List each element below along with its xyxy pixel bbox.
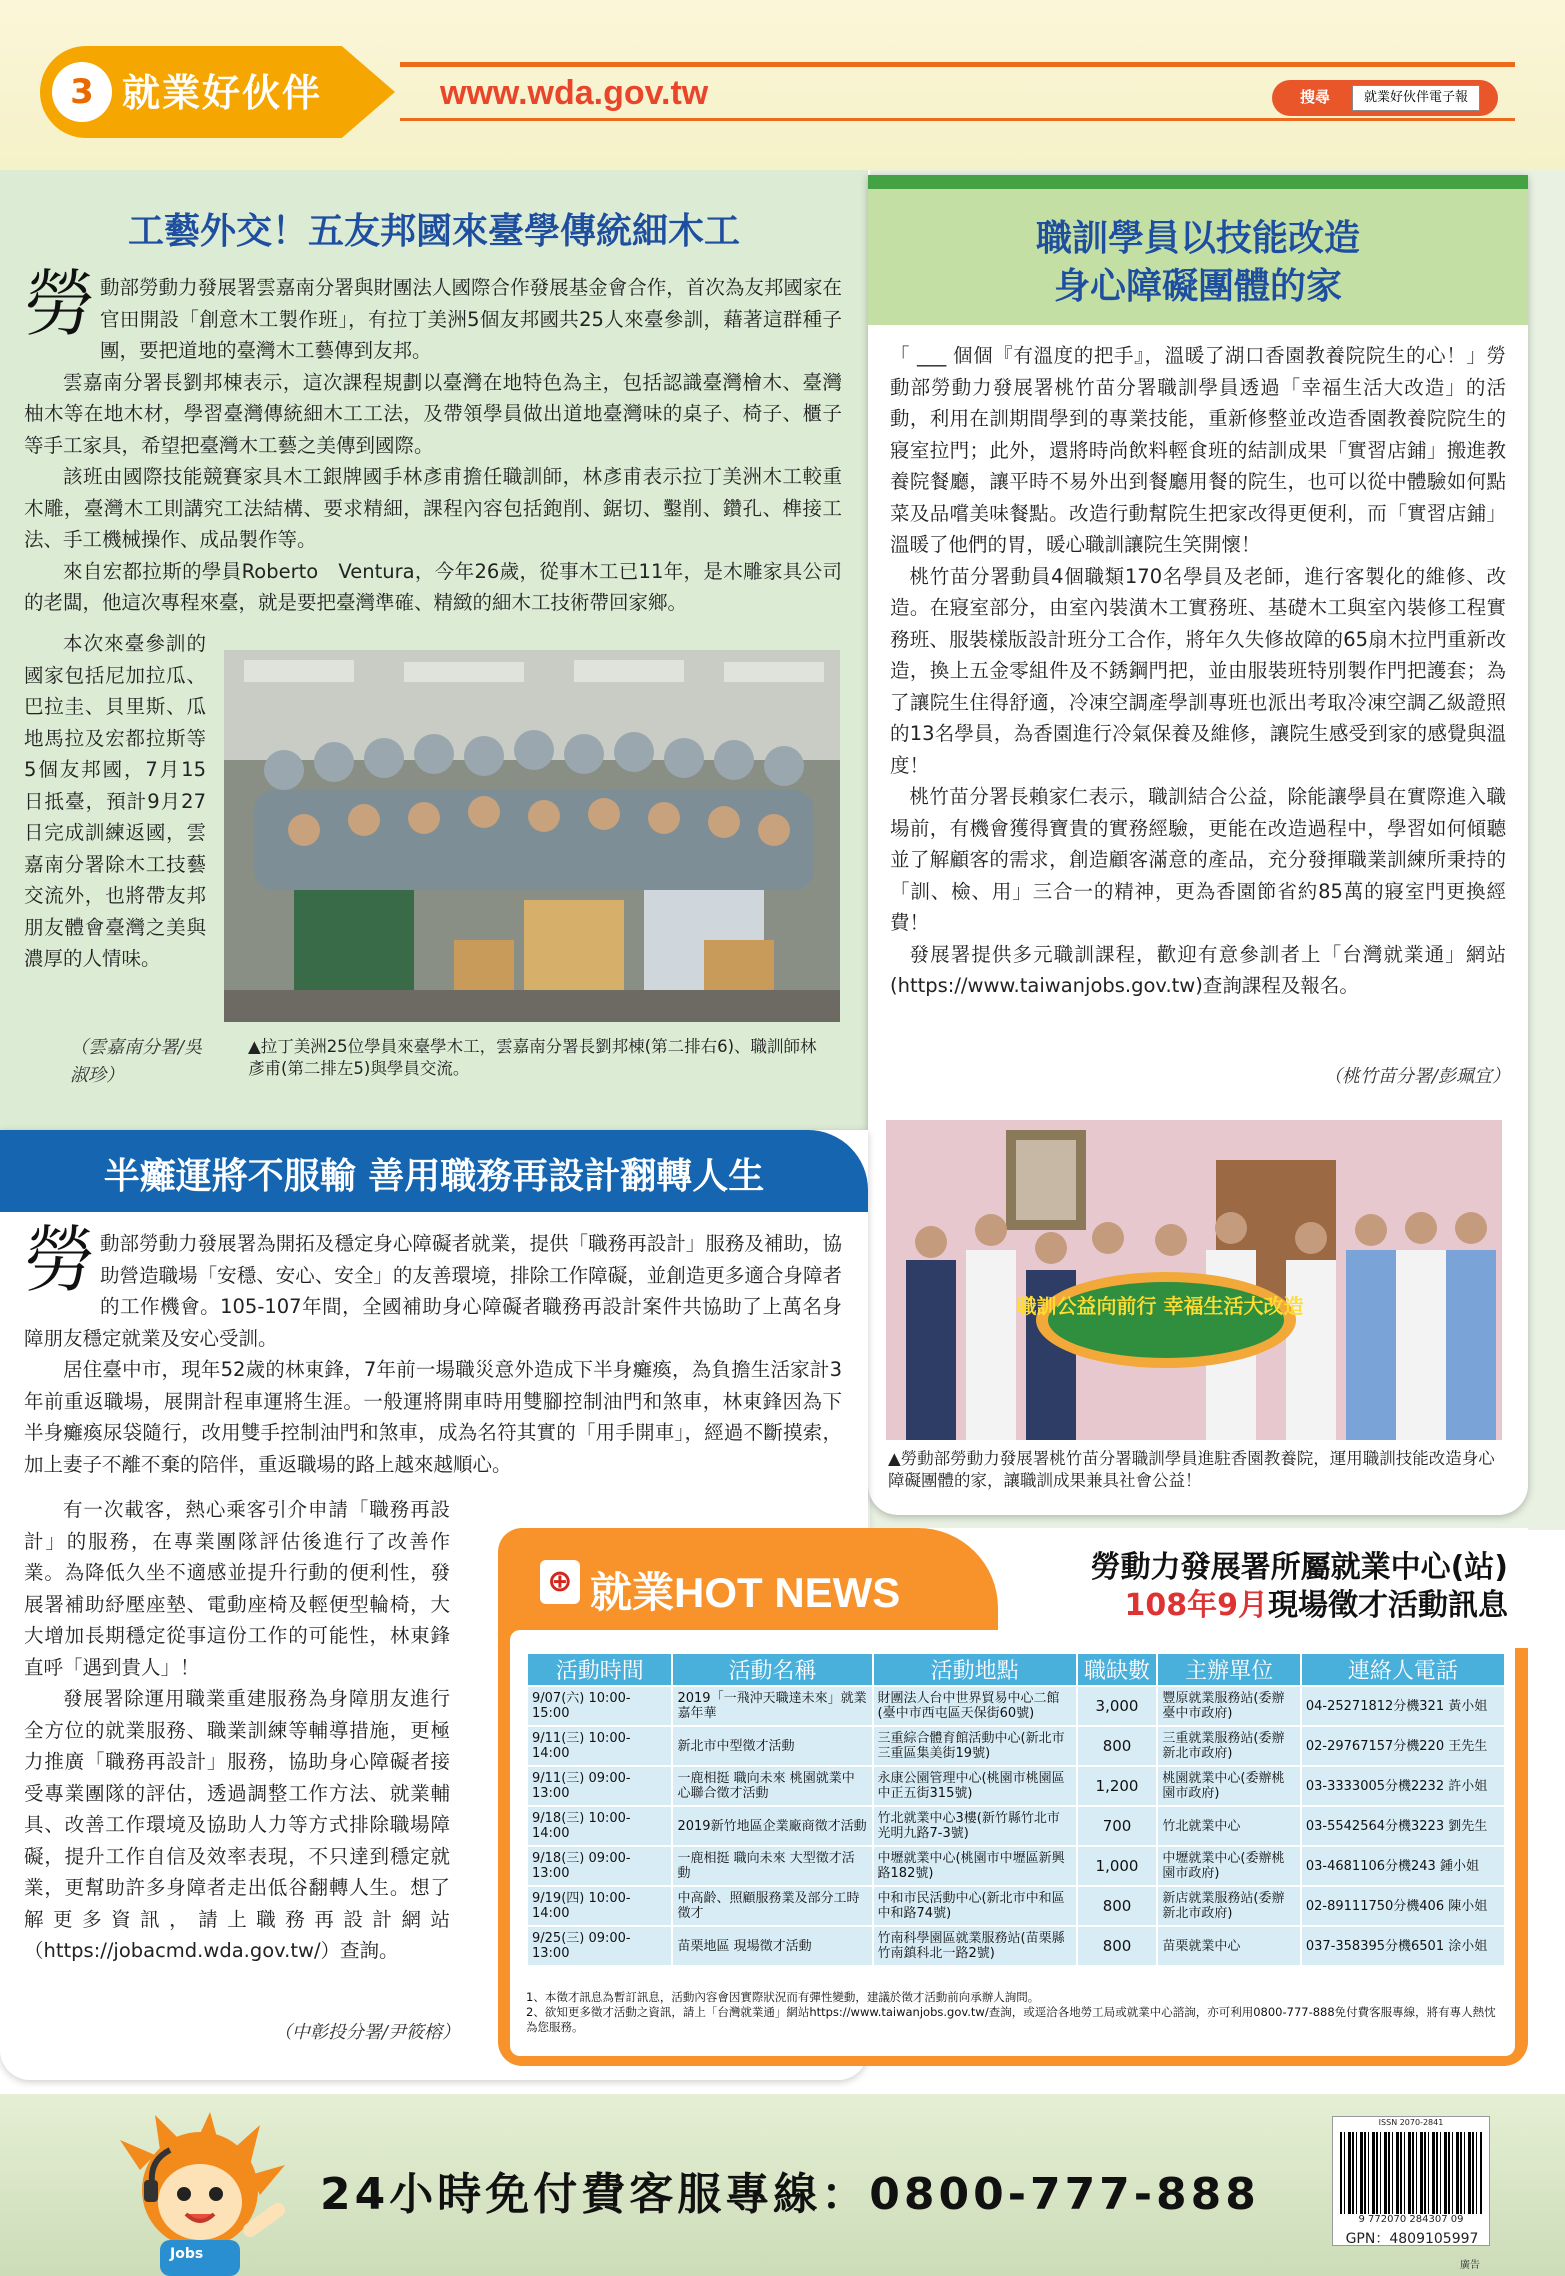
table-cell: 豐原就業服務站(委辦臺中市政府): [1158, 1687, 1299, 1725]
header-divider-bottom: [400, 118, 1515, 121]
hotnews-subtitle: 勞動力發展署所屬就業中心(站): [1090, 1550, 1508, 1585]
hotnews-note2: 2、欲知更多徵才活動之資訊，請上「台灣就業通」網站https://www.taiwanjobs.gov.tw/查詢，或逕洽各地勞工局或就業中心諮詢，亦可利用0800-777-888免付費客服專線，將有專人熱忱為您服務。: [526, 2005, 1496, 2034]
table-row: [528, 1807, 1504, 1845]
article1-p5: 本次來臺參訓的國家包括尼加拉瓜、巴拉圭、貝里斯、瓜地馬拉及宏都拉斯等5個友邦國，7月15日抵臺，預計9月27日完成訓練返國，雲嘉南分署除木工技藝交流外，也將帶友邦朋友體會臺灣之美與濃厚的人情味。: [24, 632, 206, 970]
table-row: [528, 1687, 1504, 1725]
hotnews-notes: [526, 1990, 1506, 2035]
table-cell: 中和市民活動中心(新北市中和區中和路74號): [874, 1887, 1076, 1925]
article2-p4: 發展署提供多元職訓課程，歡迎有意參訓者上「台灣就業通」網站(https://www.taiwanjobs.gov.tw)查詢課程及報名。: [890, 942, 1506, 997]
table-cell: 2019新竹地區企業廠商徵才活動: [673, 1807, 871, 1845]
col-venue: 活動地點: [874, 1654, 1076, 1685]
hotline-text: 24小時免付費客服專線：0800-777-888: [320, 2169, 1260, 2220]
website-link[interactable]: www.wda.gov.tw: [440, 74, 709, 112]
table-cell: 800: [1078, 1927, 1157, 1965]
search-label: 搜尋: [1300, 88, 1331, 106]
events-table-body: [528, 1687, 1504, 1965]
table-cell: 財團法人台中世界貿易中心二館(臺中市西屯區天保街60號): [874, 1687, 1076, 1725]
table-row: [528, 1767, 1504, 1805]
col-contact: 連絡人電話: [1302, 1654, 1504, 1685]
col-name: 活動名稱: [673, 1654, 871, 1685]
events-table: [526, 1652, 1506, 1967]
table-cell: 苗栗地區 現場徵才活動: [673, 1927, 871, 1965]
article2-caption: ▲勞動部勞動力發展署桃竹苗分署職訓學員進駐香園教養院，運用職訓技能改造身心障礙團體的家，讓職訓成果兼具社會公益！: [888, 1449, 1495, 1490]
article1-title: 工藝外交！五友邦國來臺學傳統細木工: [127, 211, 740, 252]
article2-body: [890, 340, 1506, 1002]
table-cell: 9/18(三) 09:00-13:00: [528, 1847, 671, 1885]
table-cell: 一鹿相挺 職向未來 桃園就業中心聯合徵才活動: [673, 1767, 871, 1805]
table-cell: 苗栗就業中心: [1158, 1927, 1299, 1965]
table-cell: 04-25271812分機321 黃小姐: [1302, 1687, 1504, 1725]
article1-p2: 雲嘉南分署長劉邦棟表示，這次課程規劃以臺灣在地特色為主，包括認識臺灣檜木、臺灣柚木等在地木材，學習臺灣傳統細木工工法，及帶領學員做出道地臺灣味的桌子、椅子、櫃子等手工家具，希望把臺灣木工藝之美傳到國際。: [24, 370, 842, 457]
table-cell: 中高齡、照顧服務業及部分工時徵才: [673, 1887, 871, 1925]
table-cell: 永康公園管理中心(桃園市桃園區中正五街315號): [874, 1767, 1076, 1805]
table-row: [528, 1887, 1504, 1925]
barcode-icon: [1340, 2132, 1482, 2214]
table-cell: 037-358395分機6501 涂小姐: [1302, 1927, 1504, 1965]
section-title: 就業好伙伴: [122, 71, 323, 115]
article1-signature: （雲嘉南分署/吳淑珍）: [70, 1037, 203, 1086]
table-cell: 桃園就業中心(委辦桃園市政府): [1158, 1767, 1299, 1805]
table-cell: 1,000: [1078, 1847, 1157, 1885]
mascot-label: Jobs: [170, 2246, 204, 2262]
article1-p4: 來自宏都拉斯的學員Roberto Ventura，今年26歲，從事木工已11年，是木雕家具公司的老闆，他這次專程來臺，就是要把臺灣準確、精緻的細木工技術帶回家鄉。: [24, 559, 842, 614]
article2-header-bar: [868, 175, 1528, 189]
table-cell: 800: [1078, 1727, 1157, 1765]
table-cell: 02-29767157分機220 王先生: [1302, 1727, 1504, 1765]
table-cell: 9/25(三) 09:00-13:00: [528, 1927, 671, 1965]
table-cell: 9/18(三) 10:00-14:00: [528, 1807, 671, 1845]
issn-text: ISSN 2070-2841: [1378, 2118, 1444, 2127]
table-cell: 03-5542564分機3223 劉先生: [1302, 1807, 1504, 1845]
table-cell: 竹南科學園區就業服務站(苗栗縣竹南鎮科北一路2號): [874, 1927, 1076, 1965]
table-cell: 中壢就業中心(桃園市中壢區新興路182號): [874, 1847, 1076, 1885]
ad-label: 廣告: [1460, 2260, 1480, 2271]
barcode-number: 9 772070 284307 09: [1358, 2214, 1464, 2225]
table-cell: 9/07(六) 10:00-15:00: [528, 1687, 671, 1725]
article2-p2: 桃竹苗分署動員4個職類170名學員及老師，進行客製化的維修、改造。在寢室部分，由室內裝潢木工實務班、基礎木工與室內裝修工程實務班、服裝樣版設計班分工合作，將年久失修故障的65扇木拉門重新改造，換上五金零組件及不銹鋼門把，並由服裝班特別製作門把護套；為了讓院生住得舒適，冷凍空調產學訓專班也派出考取冷凍空調乙級證照的13名學員，為香園進行冷氣保養及維修，讓院生感受到家的感覺與溫度！: [890, 564, 1506, 777]
article2-signature: （桃竹苗分署/彭珮宜）: [1323, 1066, 1510, 1087]
article3-p3: 有一次載客，熱心乘客引介申請「職務再設計」的服務，在專業團隊評估後進行了改善作業。為降低久坐不適感並提升行動的便利性，發展署補助紓壓座墊、電動座椅及輕便型輪椅，大大增加長期穩定從事這份工作的可能性，林東鋒直呼「遇到貴人」！: [24, 1498, 450, 1679]
table-cell: 竹北就業中心3樓(新竹縣竹北市光明九路7-3號): [874, 1807, 1076, 1845]
article1-p1: 動部勞動力發展署雲嘉南分署與財團法人國際合作發展基金會合作，首次為友邦國家在官田開設「創意木工製作班」，有拉丁美洲5個友邦國共25人來臺參訓，藉著這群種子團，要把道地的臺灣木工藝傳到友邦。: [100, 276, 842, 362]
article2-title-line1: 職訓學員以技能改造: [1035, 218, 1360, 259]
col-time: 活動時間: [528, 1654, 671, 1685]
page-number: 3: [52, 62, 112, 122]
charity-visit-photo: [886, 1120, 1502, 1440]
table-cell: 竹北就業中心: [1158, 1807, 1299, 1845]
article2-p1: 「 ___ 個個『有溫度的把手』，溫暖了湖口香園教養院院生的心！」勞動部勞動力發展署桃竹苗分署職訓學員透過「幸福生活大改造」的活動，利用在訓期間學到的專業技能，重新修整並改造香園教養院院生的寢室拉門；此外，還將時尚飲料輕食班的結訓成果「實習店鋪」搬進教養院餐廳，讓平時不易外出到餐廳用餐的院生，也可以從中體驗如何點菜及品嚐美味餐點。改造行動幫院生把家改得更便利，而「實習店鋪」溫暖了他們的胃，暖心職訓讓院生笑開懷！: [890, 344, 1506, 556]
table-cell: 新店就業服務站(委辦新北市政府): [1158, 1887, 1299, 1925]
article3-p4: 發展署除運用職業重建服務為身障朋友進行全方位的就業服務、職業訓練等輔導措施，更極力推廣「職務再設計」服務，協助身心障礙者接受專業團隊的評估，透過調整工作方法、就業輔具、改善工作環境及協助人力等方式排除職場障礙，提升工作自信及效率表現，不只達到穩定就業，更幫助許多身障者走出低谷翻轉人生。想了解更多資訊，請上職務再設計網站（https://jobacmd.wda.gov.tw/）查詢。: [24, 1687, 450, 1962]
article3-title: 半癱運將不服輸 善用職務再設計翻轉人生: [103, 1156, 765, 1197]
article1-caption: ▲拉丁美洲25位學員來臺學木工，雲嘉南分署長劉邦棟(第二排右6)、職訓師林彥甫(第二排左5)與學員交流。: [248, 1037, 817, 1078]
employment-logo-icon: ⊕: [540, 1560, 580, 1604]
col-jobs: 職缺數: [1078, 1654, 1157, 1685]
article3-body-bottom: [24, 1494, 450, 1967]
gpn-text: GPN：4809105997: [1345, 2231, 1479, 2247]
charity-banner-text: 職訓公益向前行 幸福生活大改造: [1016, 1294, 1304, 1318]
table-cell: 一鹿相挺 職向未來 大型徵才活動: [673, 1847, 871, 1885]
article3-signature: （中彰投分署/尹筱榕）: [273, 2022, 460, 2043]
col-organizer: 主辦單位: [1158, 1654, 1299, 1685]
table-cell: 三重就業服務站(委辦新北市政府): [1158, 1727, 1299, 1765]
woodwork-class-photo: [224, 650, 840, 1022]
table-row: [528, 1727, 1504, 1765]
article2-p3: 桃竹苗分署長賴家仁表示，職訓結合公益，除能讓學員在實際進入職場前，有機會獲得寶貴的實務經驗，更能在改造過程中，學習如何傾聽並了解顧客的需求，創造顧客滿意的產品，充分發揮職業訓練所秉持的「訓、檢、用」三合一的精神，更為香園節省約85萬的寢室門更換經費！: [890, 785, 1506, 934]
article1-body-top: [24, 262, 842, 619]
table-row: [528, 1847, 1504, 1885]
table-cell: 03-4681106分機243 鍾小姐: [1302, 1847, 1504, 1885]
table-cell: 2019「一飛沖天職達未來」就業嘉年華: [673, 1687, 871, 1725]
article1-dropcap: 勞: [24, 262, 97, 346]
table-cell: 中壢就業中心(委辦桃園市政府): [1158, 1847, 1299, 1885]
article3-p1: 動部勞動力發展署為開拓及穩定身心障礙者就業，提供「職務再設計」服務及補助，協助營造職場「安穩、安心、安全」的友善環境，排除工作障礙，並創造更多適合身障者的工作機會。105-107年間，全國補助身心障礙者職務再設計案件共協助了上萬名身障朋友穩定就業及安心受訓。: [24, 1232, 842, 1350]
table-cell: 新北市中型徵才活動: [673, 1727, 871, 1765]
table-cell: 03-3333005分機2232 許小姐: [1302, 1767, 1504, 1805]
table-cell: 700: [1078, 1807, 1157, 1845]
table-cell: 9/11(三) 10:00-14:00: [528, 1727, 671, 1765]
table-cell: 9/11(三) 09:00-13:00: [528, 1767, 671, 1805]
search-input[interactable]: 就業好伙伴電子報: [1352, 85, 1480, 111]
table-cell: 800: [1078, 1887, 1157, 1925]
hotnews-title: 就業HOT NEWS: [590, 1569, 901, 1616]
hotnews-subtitle2-text: 現場徵才活動訊息: [1268, 1588, 1508, 1623]
article3-p2: 居住臺中市，現年52歲的林東鋒，7年前一場職災意外造成下半身癱瘓，為負擔生活家計3年前重返職場，展開計程車運將生涯。一般運將開車時用雙腳控制油門和煞車，林東鋒因為下半身癱瘓尿袋隨行，改用雙手控制油門和煞車，成為名符其實的「用手開車」，經過不斷摸索，加上妻子不離不棄的陪伴，重返職場的路上越來越順心。: [24, 1358, 842, 1476]
hotnews-subtitle2: [1008, 1580, 1508, 1624]
hotnews-note1: 1、本徵才訊息為暫訂訊息，活動內容會因實際狀況而有彈性變動，建議於徵才活動前向承辦人詢問。: [526, 1990, 1040, 2004]
table-cell: 三重綜合體育館活動中心(新北市三重區集美街19號): [874, 1727, 1076, 1765]
hotnews-month: 108年9月: [1124, 1588, 1268, 1623]
article3-dropcap: 勞: [24, 1218, 97, 1302]
article1-p3: 該班由國際技能競賽家具木工銀牌國手林彥甫擔任職訓師，林彥甫表示拉丁美洲木工較重木雕，臺灣木工則講究工法結構、要求精細，課程內容包括鉋削、鋸切、鑿削、鑽孔、榫接工法、手工機械操作、成品製作等。: [24, 465, 842, 551]
article2-title-line2: 身心障礙團體的家: [1053, 266, 1342, 307]
table-cell: 9/19(四) 10:00-14:00: [528, 1887, 671, 1925]
article3-body-top: [24, 1218, 842, 1480]
table-cell: 3,000: [1078, 1687, 1157, 1725]
table-cell: 1,200: [1078, 1767, 1157, 1805]
header-divider-top: [400, 62, 1515, 67]
table-cell: 02-89111750分機406 陳小姐: [1302, 1887, 1504, 1925]
table-row: [528, 1927, 1504, 1965]
